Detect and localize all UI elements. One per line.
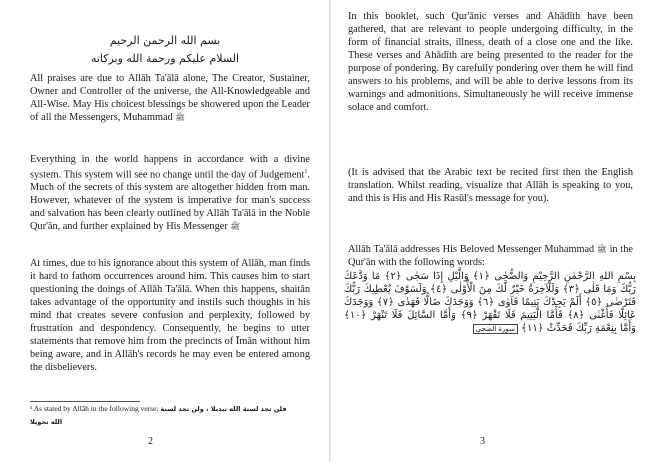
paragraph-praise-text: All praises are due to Allāh Ta'ālā alone, The Creator, Sustainer, Owner and Controller of the universe, the All-Knowledgeable and All-Wise. May His choicest blessings be showered upon the Leader of all the Messengers, Muhammad [30,73,310,123]
surah-label: سورة الضحى [473,324,518,334]
salutation-symbol: ﷺ [175,113,185,122]
footnote-reference: 1 [304,169,308,175]
salam-greeting: السلام عليكم ورحمة الله وبركاته [90,52,240,65]
paragraph-divine-system [30,153,310,233]
paragraph-booklet-intro [348,10,633,114]
paragraph-praise [30,72,310,124]
quran-verses [344,270,636,336]
paragraph-address-text-a: Allāh Ta'ālā addresses His Beloved Messenger Muhammad [348,244,595,255]
paragraph-reading-advice-text: (It is advised that the Arabic text be recited first then the English translation. Whilst reading, visualize that Allāh is speaking to you, and this is His and His Rasūl's message for you). [348,167,633,204]
footnote-divider [30,401,140,402]
footnote-text: ¹ As stated by Allāh in the following verse: [30,404,159,413]
salutation-symbol: ﷺ [597,245,607,254]
footnote [30,404,310,414]
right-page [330,0,660,462]
footnote-arabic-continued: الله تحويلا [30,418,63,426]
paragraph-address [348,243,633,269]
paragraph-divine-system-text-b: . Much of the secrets of this system are altogether hidden from man. However, whatever of the system is imperative for man's success and salvation has been clearly outlined by Allāh Ta'ālā in the Noble Qur'ān, and further explained by His Messenger [30,169,310,233]
page-number: 2 [148,436,153,447]
salutation-symbol: ﷺ [230,222,240,232]
paragraph-ignorance [30,257,310,374]
footnote-arabic: فلن تجد لسنة الله تبديلا ، ولن تجد لسنة [160,405,287,413]
paragraph-reading-advice [348,166,633,205]
paragraph-address-text-b: in the Qur'ān with the following words: [348,244,633,268]
quran-verses-text: بِسْمِ اللهِ الرَّحْمٰنِ الرَّحِيْمِ وَالضُّحٰى ﴿١﴾ وَالَّيْلِ إِذَا سَجٰى ﴿٢﴾ مَا وَدَّعَكَ رَبُّكَ وَمَا قَلٰى ﴿٣﴾ وَلَلْآخِرَةُ خَيْرٌ لَّكَ مِنَ الْأُوْلٰى ﴿٤﴾ وَلَسَوْفَ يُعْطِيكَ رَبُّكَ فَتَرْضٰى ﴿٥﴾ أَلَمْ يَجِدْكَ يَتِيمًا فَآوٰى ﴿٦﴾ وَوَجَدَكَ ضَالًّا فَهَدٰى ﴿٧﴾ وَوَجَدَكَ عَائِلًا فَأَغْنٰى ﴿٨﴾ فَأَمَّا الْيَتِيمَ فَلَا تَقْهَرْ ﴿٩﴾ وَأَمَّا السَّائِلَ فَلَا تَنْهَرْ ﴿١٠﴾ وَأَمَّا بِنِعْمَةِ رَبِّكَ فَحَدِّثْ ﴿١١﴾ [344,271,637,334]
page-number: 3 [480,436,485,447]
basmala-heading: بسم الله الرحمن الرحيم [109,34,221,47]
paragraph-ignorance-text: At times, due to his ignorance about this system of Allāh, man finds it hard to fathom occurrences around him. This causes him to start questioning the doings of Allāh Ta'ālā. When this happens, shaitān takes advantage of the opportunity and instils such thoughts in his mind that creates severe confusion and perplexity, followed by frustration and despondency. Consequently, he begins to utter statements that remove him from the precincts of Īmān without him being aware, and in Allāh's records he may even be entered among the disbelievers. [30,258,310,373]
paragraph-divine-system-text-a: Everything in the world happens in accordance with a divine system. This system will see no change until the day of Judgement [30,154,310,181]
paragraph-booklet-intro-text: In this booklet, such Qur'ānic verses and Ahādīth have been gathered, that are relevant to people undergoing difficulty, in the form of financial straits, illness, death of a close one and the like. These verses and Ahādīth are being presented to the reader for the purpose of pondering. By carefully pondering over them he will find answers to his problems, and will be able to derive lessons from its warnings and admonitions. Simultaneously he will receive immense solace and comfort. [348,11,633,113]
